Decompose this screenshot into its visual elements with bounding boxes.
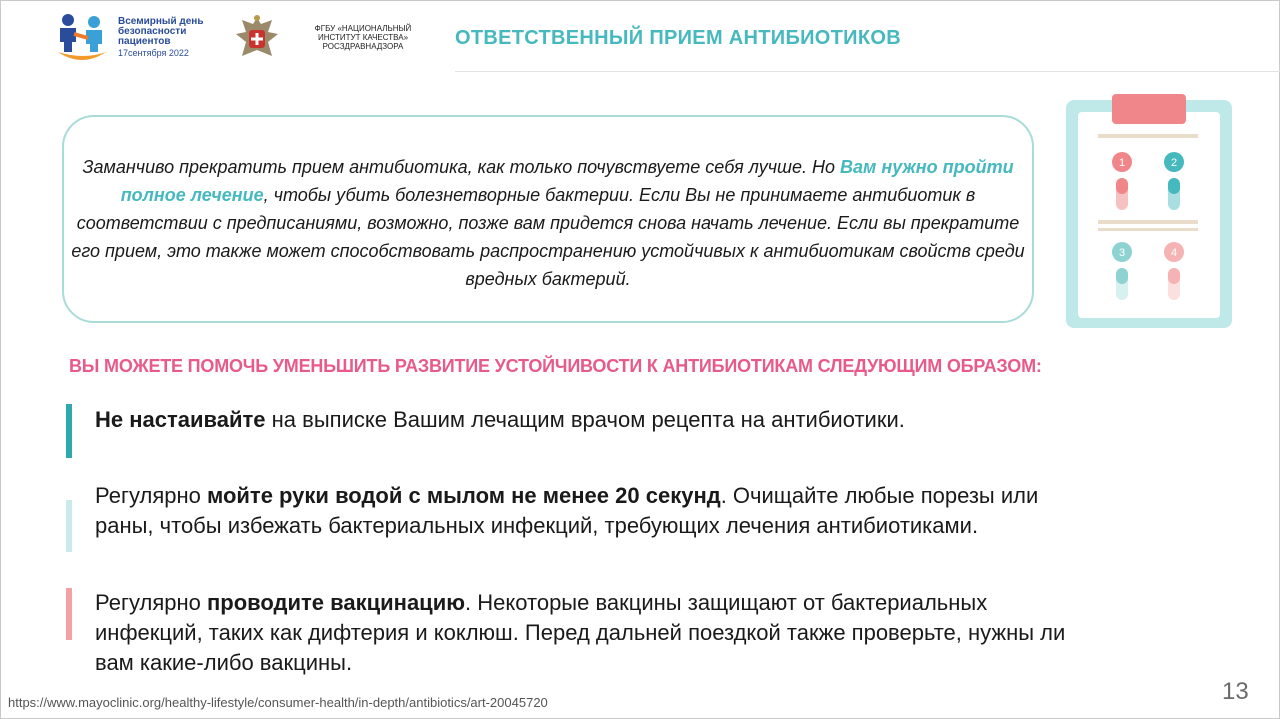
- title-divider: [455, 71, 1280, 72]
- patient-safety-logo-icon: [54, 12, 110, 64]
- quote-highlight: Вам нужно пройти полное лечение: [120, 157, 1014, 205]
- organization-name: ФГБУ «НАЦИОНАЛЬНЫЙ ИНСТИТУТ КАЧЕСТВА» РОСЗДРАВНАДЗОРА: [314, 24, 412, 51]
- tip-accent-bar: [66, 588, 72, 640]
- slide-title: ОТВЕТСТВЕННЫЙ ПРИЕМ АНТИБИОТИКОВ: [455, 27, 901, 49]
- page-number: 13: [1222, 678, 1249, 705]
- tip-accent-bar: [66, 500, 72, 552]
- event-logo-text: Всемирный день безопасности пациентов 17сентября 2022: [118, 16, 204, 58]
- double-eagle-emblem-icon: [232, 12, 282, 64]
- clipboard-pills-icon: [1064, 94, 1234, 330]
- badge-1: 1: [1118, 157, 1126, 169]
- badge-3: 3: [1118, 247, 1126, 259]
- quote-text: Заманчиво прекратить прием антибиотика, как только почувствуете себя лучше. Но Вам нужно пройти полное лечение, чтобы убить болезнетворные бактерии. Если Вы не принимаете антибиотик в соответствии с предписаниями, возможно, позже вам придется снова начать лечение. Если вы прекратите его прием, это также может способствовать распространению устойчивых к антибиотикам свойств среди вредных бактерий.: [71, 157, 1025, 289]
- source-link[interactable]: https://www.mayoclinic.org/healthy-lifestyle/consumer-health/in-depth/antibiotics/art-20045720: [8, 695, 548, 710]
- section-subheading: ВЫ МОЖЕТЕ ПОМОЧЬ УМЕНЬШИТЬ РАЗВИТИЕ УСТОЙЧИВОСТИ К АНТИБИОТИКАМ СЛЕДУЮЩИМ ОБРАЗОМ:: [69, 356, 1042, 376]
- tip-item: Не настаивайте на выписке Вашим лечащим врачом рецепта на антибиотики.: [95, 407, 905, 432]
- badge-2: 2: [1170, 157, 1178, 169]
- tip-accent-bar: [66, 404, 72, 458]
- badge-4: 4: [1170, 247, 1178, 259]
- tip-item: Регулярно мойте руки водой с мылом не менее 20 секунд. Очищайте любые порезы или раны, чтобы избежать бактериальных инфекций, требующих лечения антибиотиками.: [95, 483, 1039, 538]
- tip-item: Регулярно проводите вакцинацию. Некоторые вакцины защищают от бактериальных инфекций, таких как дифтерия и коклюш. Перед дальней поездкой также проверьте, нужны ли вам какие-либо вакцины.: [95, 590, 1066, 675]
